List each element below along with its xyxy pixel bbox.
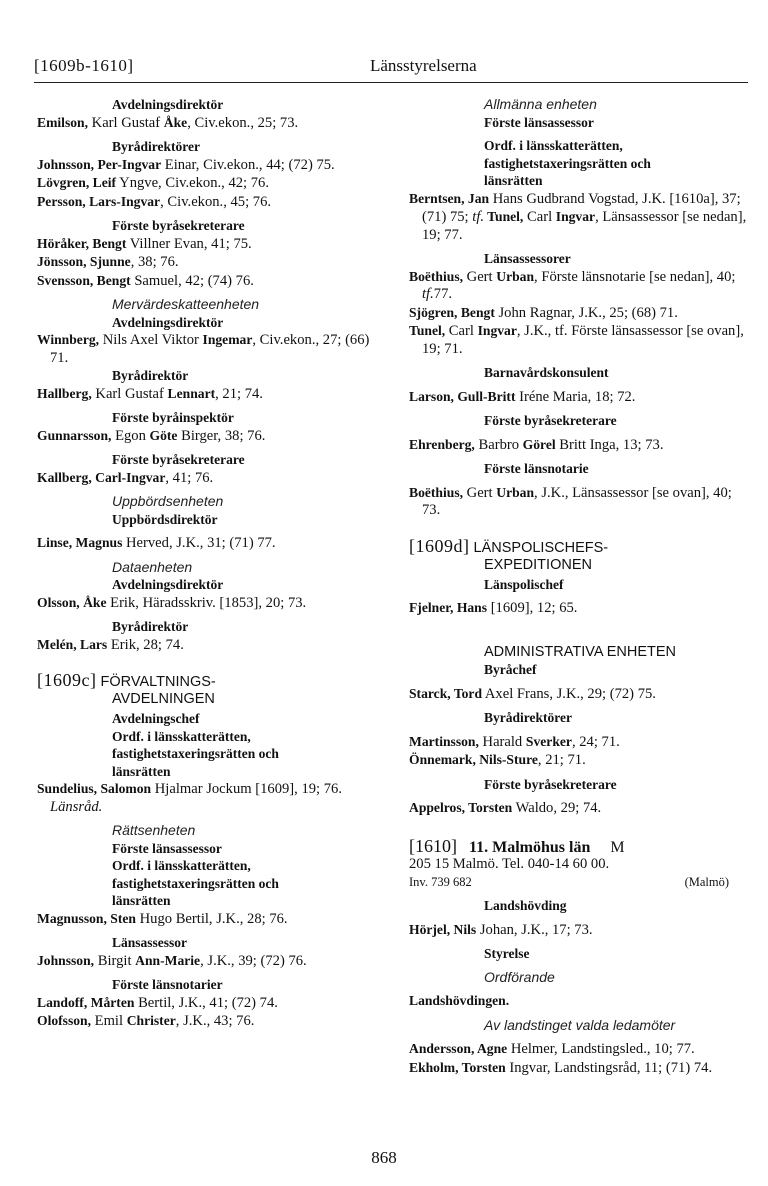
- section-heading-1610: [1610] 11. Malmöhus län M: [409, 835, 625, 856]
- subsection-heading: Allmänna enheten: [484, 96, 597, 112]
- heading: Ordf. i länsskatterätten,: [112, 858, 251, 873]
- heading: Länspolischef: [484, 576, 564, 592]
- heading: Byrådirektör: [112, 619, 189, 634]
- heading: Förste länsnotarier: [112, 977, 223, 992]
- entry: Boëthius, Gert Urban, Förste länsnotarie [se nedan], 40; tf.77.: [409, 268, 736, 302]
- heading: Förste byråinspektör: [112, 410, 234, 425]
- subsection-heading: Av landstinget valda ledamöter: [484, 1016, 676, 1033]
- subsection-heading: Rättsenheten: [112, 822, 196, 838]
- heading: länsrätten: [484, 173, 543, 188]
- heading: Förste byråsekreterare: [484, 413, 617, 428]
- heading: Landshövding: [484, 898, 567, 913]
- entry: Winnberg, Nils Axel Viktor Ingemar, Civ.ekon., 27; (66) 71.: [37, 332, 370, 366]
- subsection-heading: Dataenheten: [112, 558, 193, 575]
- header-rule: [34, 82, 748, 83]
- heading: fastighetstaxeringsrätten och: [484, 155, 651, 171]
- entry: Magnusson, Sten Hugo Bertil, J.K., 28; 76.: [37, 910, 288, 927]
- entry: Ehrenberg, Barbro Görel Britt Inga, 13; 73.: [409, 436, 664, 453]
- entry: Fjelner, Hans [1609], 12; 65.: [409, 600, 578, 616]
- entry: Jönsson, Sjunne, 38; 76.: [37, 254, 179, 270]
- heading: fastighetstaxeringsrätten och: [112, 875, 279, 891]
- heading: Uppbördsdirektör: [112, 511, 218, 527]
- entry: Gunnarsson, Egon Göte Birger, 38; 76.: [37, 427, 266, 444]
- heading: Styrelse: [484, 946, 530, 961]
- heading: Avdelningsdirektör: [112, 314, 224, 330]
- heading: länsrätten: [112, 893, 171, 908]
- heading: Förste byråsekreterare: [484, 776, 617, 792]
- heading: Förste byråsekreterare: [112, 452, 245, 467]
- entry: Hörjel, Nils Johan, J.K., 17; 73.: [409, 921, 593, 938]
- address: 205 15 Malmö. Tel. 040-14 60 00.: [409, 856, 610, 872]
- running-header: [34, 56, 746, 76]
- heading: Länsassessor: [112, 935, 188, 950]
- entry: Berntsen, Jan Hans Gudbrand Vogstad, J.K. [1610a], 37; (71) 75; tf. Tunel, Carl Ingvar, Länsassessor [se nedan], 19; 77.: [409, 190, 747, 243]
- entry: Emilson, Karl Gustaf Åke, Civ.ekon., 25; 73.: [37, 114, 299, 131]
- heading: Byrådirektörer: [484, 710, 572, 725]
- entry: Olofsson, Emil Christer, J.K., 43; 76.: [37, 1013, 255, 1029]
- entry: Sjögren, Bengt John Ragnar, J.K., 25; (68) 71.: [409, 304, 678, 321]
- entry: Hallberg, Karl Gustaf Lennart, 21; 74.: [37, 385, 263, 402]
- entry: Starck, Tord Axel Frans, J.K., 29; (72) 75.: [409, 685, 656, 702]
- heading: Byrådirektör: [112, 368, 189, 383]
- entry: Melén, Lars Erik, 28; 74.: [37, 636, 184, 653]
- header-title: Länsstyrelserna: [370, 56, 477, 75]
- heading: Förste länsassessor: [112, 840, 222, 856]
- heading: Avdelningschef: [112, 711, 200, 726]
- heading: Länsassessorer: [484, 251, 571, 266]
- entry: Johnsson, Birgit Ann-Marie, J.K., 39; (72) 76.: [37, 952, 307, 969]
- entry: Andersson, Agne Helmer, Landstingsled., 10; 77.: [409, 1041, 695, 1057]
- section-heading-administrativa: ADMINISTRATIVA ENHETEN: [484, 643, 677, 660]
- subsection-heading: Mervärdeskatteenheten: [112, 296, 260, 312]
- entry: Sundelius, Salomon Hjalmar Jockum [1609], 19; 76. Länsråd.: [37, 781, 342, 815]
- entry: Boëthius, Gert Urban, J.K., Länsassessor [se ovan], 40; 73.: [409, 484, 732, 518]
- entry: Kallberg, Carl-Ingvar, 41; 76.: [37, 469, 214, 486]
- entry: Svensson, Bengt Samuel, 42; (74) 76.: [37, 272, 254, 289]
- entry: Appelros, Torsten Waldo, 29; 74.: [409, 800, 602, 816]
- heading: Förste länsnotarie: [484, 461, 589, 476]
- subsection-heading: Uppbördsenheten: [112, 493, 224, 509]
- entry: Linse, Magnus Herved, J.K., 31; (71) 77.: [37, 535, 276, 551]
- header-reference: [1609b-1610]: [34, 56, 134, 75]
- heading: fastighetstaxeringsrätten och: [112, 746, 279, 761]
- section-heading-1609c: [1609c] FÖRVALTNINGS- AVDELNINGEN: [37, 670, 216, 707]
- right-column: [409, 96, 751, 1077]
- entry: Ekholm, Torsten Ingvar, Landstingsråd, 11; (71) 74.: [409, 1059, 713, 1076]
- entry: Lövgren, Leif Yngve, Civ.ekon., 42; 76.: [37, 175, 269, 191]
- heading: Avdelningsdirektör: [112, 577, 224, 592]
- heading: Avdelningsdirektör: [112, 97, 224, 112]
- entry: Persson, Lars-Ingvar, Civ.ekon., 45; 76.: [37, 193, 272, 210]
- subsection-heading: Ordförande: [484, 968, 555, 985]
- entry: Landshövdingen.: [409, 993, 510, 1008]
- section-heading-1609d: [1609d] LÄNSPOLISCHEFS- EXPEDITIONEN: [409, 535, 609, 573]
- heading: Barnavårdskonsulent: [484, 365, 609, 380]
- left-column: [37, 96, 377, 1031]
- entry: Landoff, Mårten Bertil, J.K., 41; (72) 74.: [37, 994, 278, 1011]
- heading: Ordf. i länsskatterätten,: [484, 138, 623, 153]
- heading: Förste länsassessor: [484, 114, 594, 130]
- heading: Byråchef: [484, 662, 537, 677]
- page-number: 868: [371, 1148, 397, 1167]
- entry: Höråker, Bengt Villner Evan, 41; 75.: [37, 235, 252, 252]
- heading: länsrätten: [112, 763, 171, 779]
- entry: Tunel, Carl Ingvar, J.K., tf. Förste länsassessor [se ovan], 19; 71.: [409, 323, 744, 357]
- entry: Önnemark, Nils-Sture, 21; 71.: [409, 752, 586, 768]
- heading: Byrådirektörer: [112, 139, 200, 154]
- entry: Larson, Gull-Britt Iréne Maria, 18; 72.: [409, 388, 636, 405]
- entry: Olsson, Åke Erik, Häradsskriv. [1853], 20; 73.: [37, 594, 307, 611]
- entry: Martinsson, Harald Sverker, 24; 71.: [409, 733, 620, 750]
- inventory-line: Inv. 739 682 (Malmö): [409, 874, 729, 889]
- heading: Förste byråsekreterare: [112, 218, 245, 233]
- entry: Johnsson, Per-Ingvar Einar, Civ.ekon., 44; (72) 75.: [37, 156, 335, 173]
- heading: Ordf. i länsskatterätten,: [112, 728, 251, 744]
